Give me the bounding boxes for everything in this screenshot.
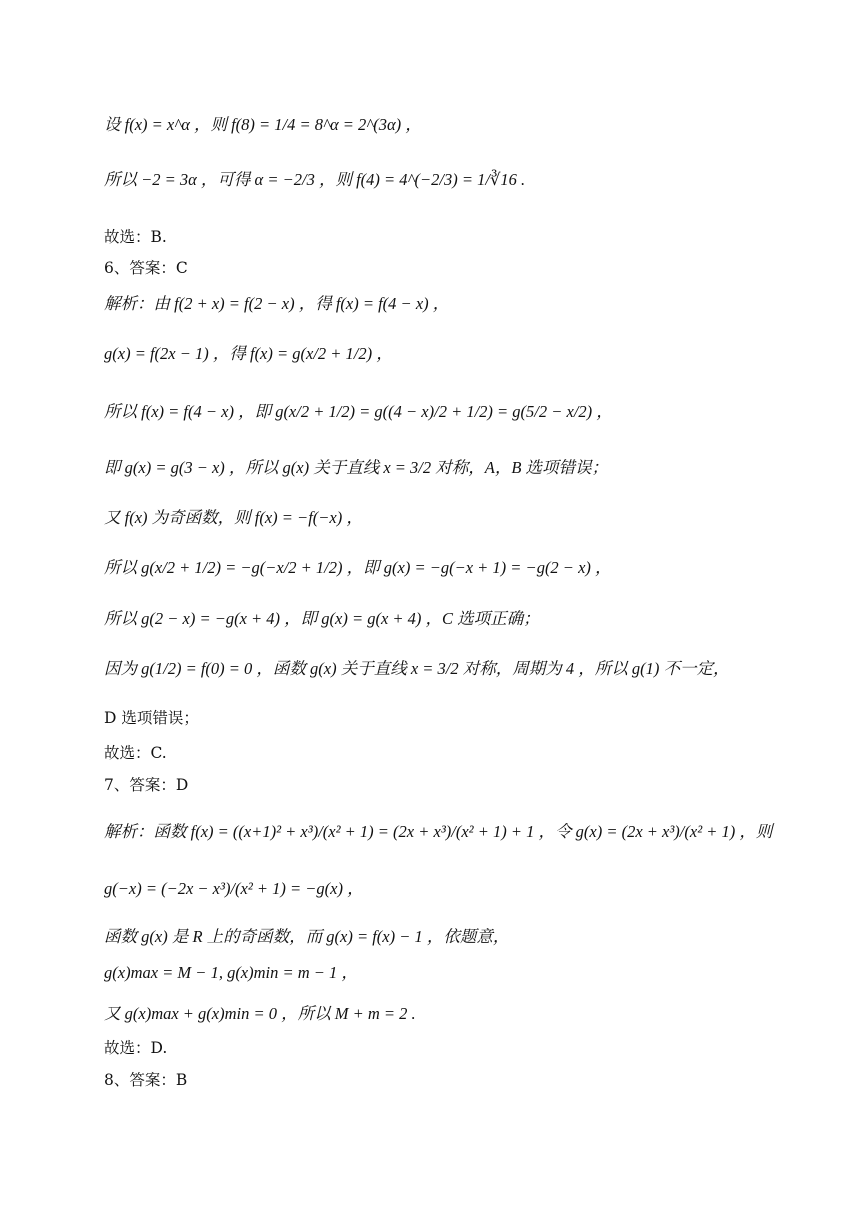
text-line: g(−x) = (−2x − x³)/(x² + 1) = −g(x) ， (104, 879, 364, 898)
text-line: g(x)max = M − 1, g(x)min = m − 1 ， (104, 963, 358, 982)
text-line: 解析：由 f(2 + x) = f(2 − x) ，得 f(x) = f(4 − x) ， (104, 294, 450, 313)
text-line: 解析：函数 f(x) = ((x+1)² + x³)/(x² + 1) = (2x + x³)/(x² + 1) + 1 ，令 g(x) = (2x + x³)/(x² + 1) ，则 (104, 822, 773, 841)
text-line: 因为 g(1/2) = f(0) = 0 ，函数 g(x) 关于直线 x = 3/2 对称，周期为 4 ，所以 g(1) 不一定， (104, 659, 730, 678)
text-line: 即 g(x) = g(3 − x) ，所以 g(x) 关于直线 x = 3/2 对称，A，B 选项错误； (104, 458, 609, 477)
text-line: 所以 g(2 − x) = −g(x + 4) ，即 g(x) = g(x + 4) ，C 选项正确； (104, 609, 540, 628)
question-answer: 6、答案：C (104, 259, 188, 277)
text-line: 所以 −2 = 3α ，可得 α = −2/3 ，则 f(4) = 4^(−2/3) = 1/∛16 . (104, 170, 526, 189)
text-line: 故选：B. (104, 228, 167, 246)
text-line: 设 f(x) = x^α ，则 f(8) = 1/4 = 8^α = 2^(3α) ， (104, 115, 422, 134)
text-line: 又 f(x) 为奇函数，则 f(x) = −f(−x) ， (104, 508, 363, 527)
text-line: 所以 g(x/2 + 1/2) = −g(−x/2 + 1/2) ，即 g(x) = −g(−x + 1) = −g(2 − x) ， (104, 558, 612, 577)
text-line: D 选项错误； (104, 709, 199, 727)
question-answer: 7、答案：D (104, 776, 189, 794)
question-answer: 8、答案：B (104, 1071, 188, 1089)
text-line: 故选：C. (104, 744, 167, 762)
text-line: 又 g(x)max + g(x)min = 0 ，所以 M + m = 2 . (104, 1004, 416, 1023)
text-line: 故选：D. (104, 1039, 168, 1057)
text-line: 所以 f(x) = f(4 − x) ，即 g(x/2 + 1/2) = g((4 − x)/2 + 1/2) = g(5/2 − x/2) ， (104, 402, 613, 421)
text-line: 函数 g(x) 是 R 上的奇函数，而 g(x) = f(x) − 1 ，依题意， (104, 927, 510, 946)
text-line: g(x) = f(2x − 1) ，得 f(x) = g(x/2 + 1/2) ， (104, 344, 393, 363)
